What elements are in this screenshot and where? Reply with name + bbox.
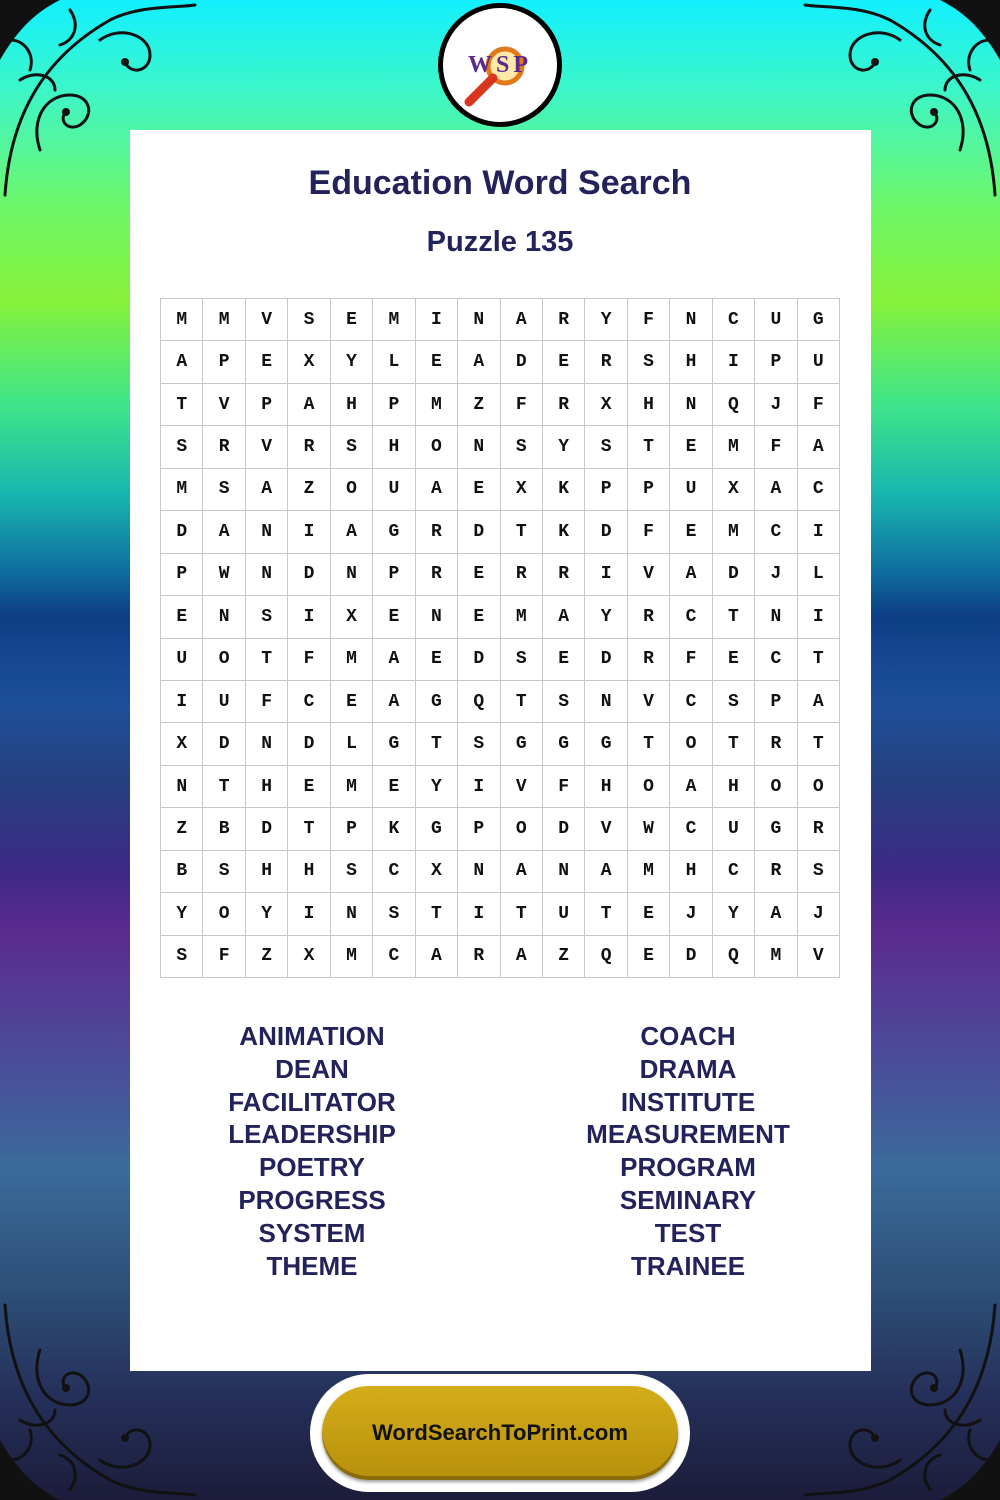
grid-cell[interactable]: E	[543, 341, 585, 383]
grid-cell[interactable]: G	[585, 723, 627, 765]
grid-cell[interactable]: H	[373, 426, 415, 468]
grid-cell[interactable]: D	[246, 808, 288, 850]
grid-cell[interactable]: T	[501, 681, 543, 723]
grid-cell[interactable]: I	[458, 893, 500, 935]
grid-cell[interactable]: Z	[246, 936, 288, 978]
grid-cell[interactable]: V	[628, 554, 670, 596]
grid-cell[interactable]: D	[501, 341, 543, 383]
grid-cell[interactable]: Q	[585, 936, 627, 978]
grid-cell[interactable]: S	[161, 426, 203, 468]
grid-cell[interactable]: V	[585, 808, 627, 850]
grid-cell[interactable]: N	[458, 851, 500, 893]
grid-cell[interactable]: N	[246, 723, 288, 765]
grid-cell[interactable]: C	[798, 469, 840, 511]
grid-cell[interactable]: C	[670, 681, 712, 723]
grid-cell[interactable]: S	[203, 851, 245, 893]
grid-cell[interactable]: D	[203, 723, 245, 765]
puzzle-number: Puzzle 135	[426, 226, 574, 258]
grid-cell[interactable]: P	[585, 469, 627, 511]
grid-cell[interactable]: T	[713, 596, 755, 638]
grid-cell[interactable]: R	[543, 554, 585, 596]
grid-cell[interactable]: E	[543, 639, 585, 681]
grid-cell[interactable]: P	[373, 554, 415, 596]
grid-cell[interactable]: D	[543, 808, 585, 850]
word-list-item: TRAINEE	[630, 1250, 746, 1281]
grid-cell[interactable]: I	[161, 681, 203, 723]
grid-cell[interactable]: I	[288, 511, 330, 553]
grid-cell[interactable]: O	[798, 766, 840, 808]
grid-cell[interactable]: A	[373, 681, 415, 723]
logo-badge	[443, 8, 557, 122]
grid-cell[interactable]: R	[798, 808, 840, 850]
grid-cell[interactable]: M	[755, 936, 797, 978]
grid-cell[interactable]: P	[246, 384, 288, 426]
grid-cell[interactable]: S	[246, 596, 288, 638]
page-title: Education Word Search	[308, 164, 692, 202]
grid-cell[interactable]: N	[246, 511, 288, 553]
grid-cell[interactable]: E	[373, 596, 415, 638]
grid-cell[interactable]: K	[543, 511, 585, 553]
grid-cell[interactable]: A	[798, 426, 840, 468]
grid-cell[interactable]: R	[458, 936, 500, 978]
grid-cell[interactable]: I	[416, 299, 458, 341]
grid-cell[interactable]: H	[670, 341, 712, 383]
grid-cell[interactable]: M	[713, 426, 755, 468]
grid-cell[interactable]: T	[713, 723, 755, 765]
grid-cell[interactable]: T	[203, 766, 245, 808]
grid-cell[interactable]: A	[670, 766, 712, 808]
grid-cell[interactable]: E	[670, 511, 712, 553]
grid-cell[interactable]: R	[628, 596, 670, 638]
grid-cell[interactable]: J	[755, 384, 797, 426]
grid-cell[interactable]: A	[458, 341, 500, 383]
grid-cell[interactable]: N	[246, 554, 288, 596]
grid-cell[interactable]: A	[246, 469, 288, 511]
grid-cell[interactable]: T	[628, 723, 670, 765]
grid-cell[interactable]: G	[501, 723, 543, 765]
grid-cell[interactable]: A	[501, 299, 543, 341]
grid-cell[interactable]: I	[798, 596, 840, 638]
grid-cell[interactable]: C	[670, 808, 712, 850]
grid-cell[interactable]: G	[798, 299, 840, 341]
grid-cell[interactable]: Y	[543, 426, 585, 468]
word-list-item: ANIMATION	[239, 1021, 385, 1051]
grid-cell[interactable]: E	[331, 681, 373, 723]
grid-cell[interactable]: Z	[161, 808, 203, 850]
word-list-item: MEASUREMENT	[586, 1119, 790, 1150]
grid-cell[interactable]: O	[628, 766, 670, 808]
grid-cell[interactable]: E	[373, 766, 415, 808]
grid-cell[interactable]: M	[161, 469, 203, 511]
grid-cell[interactable]: S	[373, 893, 415, 935]
grid-cell[interactable]: Q	[713, 384, 755, 426]
grid-cell[interactable]: P	[458, 808, 500, 850]
grid-cell[interactable]: R	[543, 299, 585, 341]
grid-cell[interactable]: G	[543, 723, 585, 765]
grid-cell[interactable]: K	[373, 808, 415, 850]
grid-cell[interactable]: S	[585, 426, 627, 468]
grid-cell[interactable]: I	[585, 554, 627, 596]
grid-cell[interactable]: F	[628, 511, 670, 553]
grid-cell[interactable]: A	[543, 596, 585, 638]
grid-cell[interactable]: O	[203, 639, 245, 681]
grid-cell[interactable]: K	[543, 469, 585, 511]
grid-cell[interactable]: O	[501, 808, 543, 850]
grid-cell[interactable]: X	[501, 469, 543, 511]
grid-cell[interactable]: P	[373, 384, 415, 426]
grid-cell[interactable]: A	[755, 469, 797, 511]
word-list-item: DRAMA	[639, 1053, 737, 1084]
grid-cell[interactable]: A	[373, 639, 415, 681]
grid-cell[interactable]: I	[798, 511, 840, 553]
word-list-item: PROGRESS	[238, 1184, 386, 1215]
grid-cell[interactable]: A	[501, 851, 543, 893]
grid-cell[interactable]: X	[288, 341, 330, 383]
grid-cell[interactable]: E	[416, 341, 458, 383]
grid-cell[interactable]: R	[543, 384, 585, 426]
grid-cell[interactable]: S	[501, 639, 543, 681]
grid-cell[interactable]: Y	[161, 893, 203, 935]
grid-cell[interactable]: U	[543, 893, 585, 935]
grid-cell[interactable]: C	[713, 299, 755, 341]
site-logo[interactable]	[438, 3, 562, 127]
grid-cell[interactable]: T	[798, 639, 840, 681]
website-button[interactable]: WordSearchToPrint.com	[322, 1386, 678, 1480]
grid-cell[interactable]: R	[416, 511, 458, 553]
grid-cell[interactable]: C	[755, 511, 797, 553]
word-list-item: DEAN	[275, 1053, 349, 1084]
grid-cell[interactable]: T	[416, 723, 458, 765]
grid-cell[interactable]: R	[755, 851, 797, 893]
word-list-item: INSTITUTE	[620, 1086, 756, 1117]
grid-cell[interactable]: V	[246, 426, 288, 468]
grid-cell[interactable]: T	[501, 511, 543, 553]
grid-cell[interactable]: Q	[458, 681, 500, 723]
grid-cell[interactable]: F	[288, 639, 330, 681]
grid-cell[interactable]: E	[458, 469, 500, 511]
grid-cell[interactable]: S	[161, 936, 203, 978]
grid-cell[interactable]: B	[203, 808, 245, 850]
grid-cell[interactable]: G	[416, 808, 458, 850]
grid-cell[interactable]: M	[628, 851, 670, 893]
grid-cell[interactable]: U	[203, 681, 245, 723]
word-list-item: THEME	[266, 1250, 358, 1281]
grid-cell[interactable]: N	[585, 681, 627, 723]
grid-cell[interactable]: E	[246, 341, 288, 383]
grid-cell[interactable]: I	[288, 596, 330, 638]
grid-cell[interactable]: F	[628, 299, 670, 341]
grid-cell[interactable]: S	[288, 299, 330, 341]
word-list-item: SYSTEM	[258, 1217, 366, 1248]
grid-cell[interactable]: D	[585, 511, 627, 553]
letter-grid	[160, 298, 840, 978]
grid-cell[interactable]: G	[755, 808, 797, 850]
grid-cell[interactable]: X	[416, 851, 458, 893]
grid-cell[interactable]: N	[670, 299, 712, 341]
grid-cell[interactable]: D	[288, 723, 330, 765]
grid-cell[interactable]: F	[798, 384, 840, 426]
grid-cell[interactable]: M	[161, 299, 203, 341]
grid-cell[interactable]: C	[288, 681, 330, 723]
grid-cell[interactable]: E	[713, 639, 755, 681]
grid-cell[interactable]: I	[288, 893, 330, 935]
grid-cell[interactable]: O	[331, 469, 373, 511]
grid-cell[interactable]: O	[670, 723, 712, 765]
grid-cell[interactable]: X	[585, 384, 627, 426]
grid-cell[interactable]: E	[628, 893, 670, 935]
logo-letters	[468, 52, 532, 79]
word-list-item: LEADERSHIP	[228, 1119, 396, 1150]
grid-cell[interactable]: G	[416, 681, 458, 723]
grid-cell[interactable]: I	[713, 341, 755, 383]
grid-cell[interactable]: Y	[331, 341, 373, 383]
word-list-right	[498, 1020, 878, 1282]
grid-cell[interactable]: A	[501, 936, 543, 978]
grid-cell[interactable]: T	[628, 426, 670, 468]
grid-cell[interactable]: E	[288, 766, 330, 808]
grid-cell[interactable]: M	[203, 299, 245, 341]
grid-cell[interactable]: D	[161, 511, 203, 553]
grid-cell[interactable]: V	[798, 936, 840, 978]
grid-cell[interactable]: L	[373, 341, 415, 383]
grid-cell[interactable]: X	[288, 936, 330, 978]
grid-cell[interactable]: G	[373, 511, 415, 553]
grid-cell[interactable]: M	[416, 384, 458, 426]
grid-cell[interactable]: H	[628, 384, 670, 426]
grid-cell[interactable]: R	[585, 341, 627, 383]
grid-cell[interactable]: N	[331, 893, 373, 935]
grid-cell[interactable]: U	[755, 299, 797, 341]
grid-cell[interactable]: N	[161, 766, 203, 808]
grid-cell[interactable]: F	[246, 681, 288, 723]
logo-letter-s: S	[495, 51, 514, 78]
grid-cell[interactable]: N	[416, 596, 458, 638]
grid-cell[interactable]: J	[670, 893, 712, 935]
grid-cell[interactable]: S	[713, 681, 755, 723]
grid-cell[interactable]: N	[458, 426, 500, 468]
grid-cell[interactable]: V	[246, 299, 288, 341]
grid-cell[interactable]: S	[203, 469, 245, 511]
word-list-left	[122, 1020, 502, 1282]
grid-cell[interactable]: S	[501, 426, 543, 468]
grid-cell[interactable]: H	[246, 766, 288, 808]
grid-cell[interactable]: P	[161, 554, 203, 596]
grid-cell[interactable]: P	[331, 808, 373, 850]
grid-cell[interactable]: J	[755, 554, 797, 596]
grid-cell[interactable]: F	[501, 384, 543, 426]
grid-cell[interactable]: Z	[288, 469, 330, 511]
grid-cell[interactable]: H	[246, 851, 288, 893]
grid-cell[interactable]: Y	[585, 596, 627, 638]
logo-letter-w: W	[467, 51, 496, 78]
grid-cell[interactable]: N	[670, 384, 712, 426]
grid-cell[interactable]: M	[331, 936, 373, 978]
word-list-item: FACILITATOR	[228, 1086, 396, 1117]
grid-cell[interactable]: A	[416, 469, 458, 511]
grid-cell[interactable]: C	[373, 936, 415, 978]
grid-cell[interactable]: E	[458, 554, 500, 596]
grid-cell[interactable]: E	[161, 596, 203, 638]
grid-cell[interactable]: A	[670, 554, 712, 596]
word-list-item: PROGRAM	[620, 1152, 756, 1183]
grid-cell[interactable]: R	[755, 723, 797, 765]
grid-cell[interactable]: M	[713, 511, 755, 553]
grid-cell[interactable]: T	[798, 723, 840, 765]
grid-cell[interactable]: D	[713, 554, 755, 596]
grid-cell[interactable]: V	[628, 681, 670, 723]
grid-cell[interactable]: A	[331, 511, 373, 553]
word-list-item: POETRY	[259, 1152, 365, 1183]
grid-cell[interactable]: M	[331, 639, 373, 681]
grid-cell[interactable]: Q	[713, 936, 755, 978]
grid-cell[interactable]: N	[543, 851, 585, 893]
grid-cell[interactable]: D	[458, 639, 500, 681]
grid-cell[interactable]: A	[203, 511, 245, 553]
word-list-item: COACH	[640, 1021, 736, 1051]
grid-cell[interactable]: W	[203, 554, 245, 596]
grid-cell[interactable]: O	[416, 426, 458, 468]
grid-cell[interactable]: U	[161, 639, 203, 681]
grid-cell[interactable]: H	[670, 851, 712, 893]
grid-cell[interactable]: E	[458, 596, 500, 638]
grid-cell[interactable]: P	[203, 341, 245, 383]
grid-cell[interactable]: B	[161, 851, 203, 893]
grid-cell[interactable]: U	[798, 341, 840, 383]
grid-cell[interactable]: T	[246, 639, 288, 681]
grid-cell[interactable]: S	[331, 426, 373, 468]
grid-cell[interactable]: O	[203, 893, 245, 935]
grid-cell[interactable]: G	[373, 723, 415, 765]
grid-cell[interactable]: E	[670, 426, 712, 468]
grid-cell[interactable]: V	[501, 766, 543, 808]
grid-cell[interactable]: U	[670, 469, 712, 511]
grid-cell[interactable]: D	[458, 511, 500, 553]
grid-cell[interactable]: Y	[416, 766, 458, 808]
grid-cell[interactable]: O	[755, 766, 797, 808]
grid-cell[interactable]: N	[755, 596, 797, 638]
grid-cell[interactable]: M	[331, 766, 373, 808]
grid-cell[interactable]: N	[458, 299, 500, 341]
grid-cell[interactable]: F	[755, 426, 797, 468]
grid-cell[interactable]: L	[798, 554, 840, 596]
grid-cell[interactable]: U	[713, 808, 755, 850]
grid-cell[interactable]: Y	[585, 299, 627, 341]
grid-cell[interactable]: S	[628, 341, 670, 383]
grid-cell[interactable]: F	[543, 766, 585, 808]
grid-cell[interactable]: D	[288, 554, 330, 596]
grid-cell[interactable]: A	[755, 893, 797, 935]
grid-cell[interactable]: H	[288, 851, 330, 893]
grid-cell[interactable]: H	[713, 766, 755, 808]
grid-cell[interactable]: L	[331, 723, 373, 765]
grid-cell[interactable]: Z	[543, 936, 585, 978]
grid-cell[interactable]: U	[373, 469, 415, 511]
grid-cell[interactable]: X	[331, 596, 373, 638]
grid-cell[interactable]: D	[670, 936, 712, 978]
grid-cell[interactable]: R	[203, 426, 245, 468]
grid-cell[interactable]: A	[288, 384, 330, 426]
grid-cell[interactable]: A	[585, 851, 627, 893]
grid-cell[interactable]: A	[416, 936, 458, 978]
grid-cell[interactable]: M	[501, 596, 543, 638]
grid-cell[interactable]: T	[416, 893, 458, 935]
grid-cell[interactable]: S	[458, 723, 500, 765]
grid-cell[interactable]: R	[501, 554, 543, 596]
grid-cell[interactable]: W	[628, 808, 670, 850]
grid-cell[interactable]: R	[288, 426, 330, 468]
grid-cell[interactable]: Y	[713, 893, 755, 935]
grid-cell[interactable]: T	[585, 893, 627, 935]
grid-cell[interactable]: N	[203, 596, 245, 638]
grid-cell[interactable]: Y	[246, 893, 288, 935]
grid-cell[interactable]: H	[585, 766, 627, 808]
grid-cell[interactable]: V	[203, 384, 245, 426]
grid-cell[interactable]: H	[331, 384, 373, 426]
grid-cell[interactable]: D	[585, 639, 627, 681]
grid-cell[interactable]: X	[713, 469, 755, 511]
grid-cell[interactable]: M	[373, 299, 415, 341]
grid-cell[interactable]: A	[161, 341, 203, 383]
grid-cell[interactable]: I	[458, 766, 500, 808]
grid-cell[interactable]: T	[288, 808, 330, 850]
logo-letter-p: P	[513, 51, 533, 78]
grid-cell[interactable]: Z	[458, 384, 500, 426]
grid-cell[interactable]: N	[331, 554, 373, 596]
grid-cell[interactable]: C	[755, 639, 797, 681]
grid-cell[interactable]: X	[161, 723, 203, 765]
grid-cell[interactable]: S	[543, 681, 585, 723]
grid-cell[interactable]: R	[416, 554, 458, 596]
grid-cell[interactable]: J	[798, 893, 840, 935]
grid-cell[interactable]: F	[203, 936, 245, 978]
grid-cell[interactable]: S	[331, 851, 373, 893]
grid-cell[interactable]: E	[331, 299, 373, 341]
grid-cell[interactable]: P	[755, 681, 797, 723]
grid-cell[interactable]: T	[161, 384, 203, 426]
word-list-item: SEMINARY	[619, 1184, 757, 1215]
grid-cell[interactable]: P	[628, 469, 670, 511]
grid-cell[interactable]: C	[373, 851, 415, 893]
grid-cell[interactable]: R	[628, 639, 670, 681]
grid-cell[interactable]: F	[670, 639, 712, 681]
grid-cell[interactable]: S	[798, 851, 840, 893]
grid-cell[interactable]: E	[416, 639, 458, 681]
word-list-item: TEST	[654, 1217, 722, 1248]
grid-cell[interactable]: P	[755, 341, 797, 383]
grid-cell[interactable]: C	[713, 851, 755, 893]
grid-cell[interactable]: A	[798, 681, 840, 723]
grid-cell[interactable]: T	[501, 893, 543, 935]
grid-cell[interactable]: C	[670, 596, 712, 638]
grid-cell[interactable]: E	[628, 936, 670, 978]
